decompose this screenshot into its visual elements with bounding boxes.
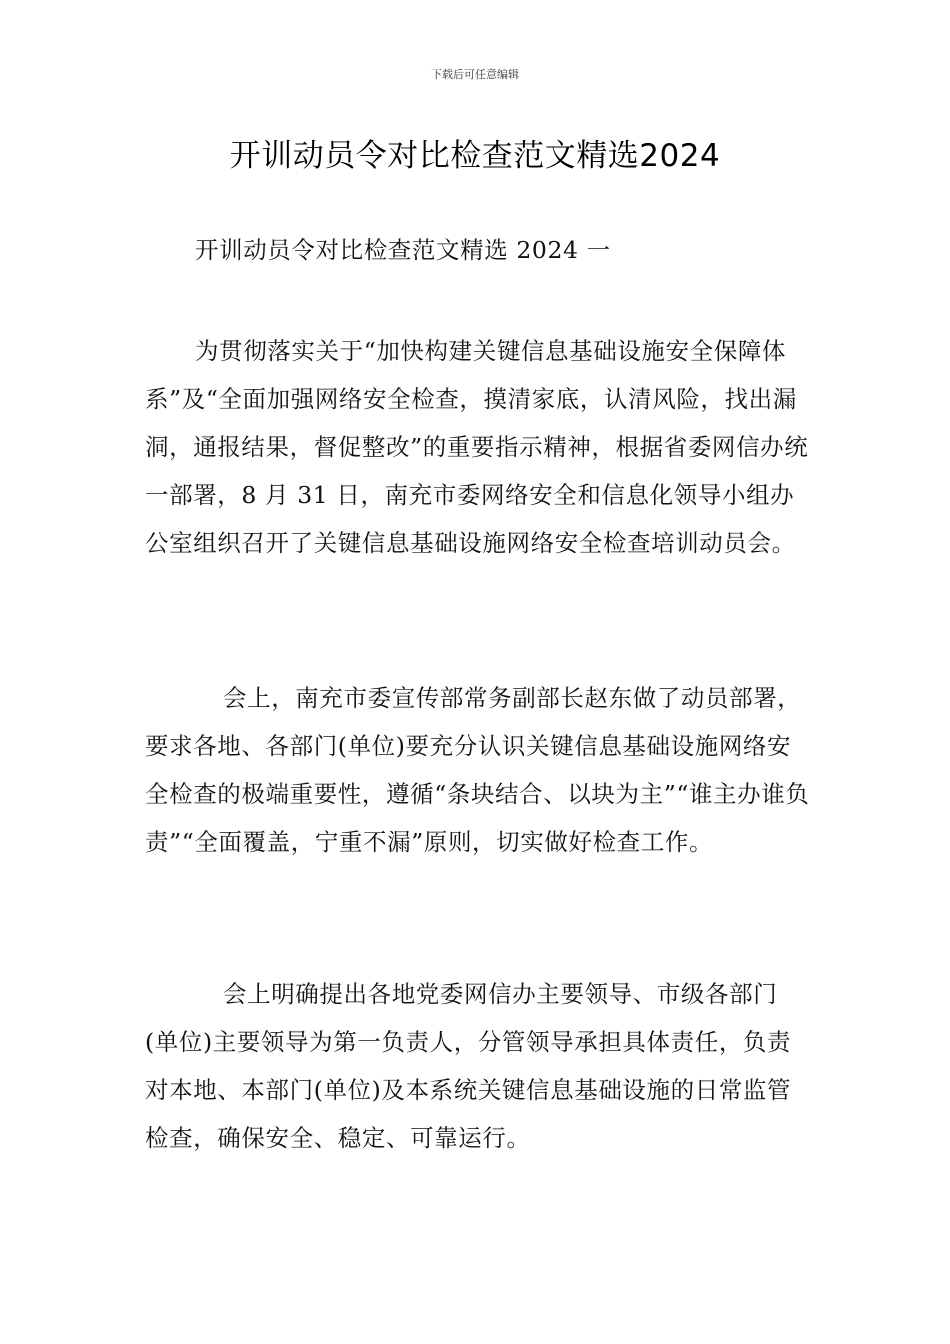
- paragraph-3: 会上明确提出各地党委网信办主要领导、市级各部门(单位)主要领导为第一负责人，分管领导承担具体责任，负责对本地、本部门(单位)及本系统关键信息基础设施的日常监管检查，确保安全、稳定、可靠运行。: [145, 980, 792, 1152]
- paragraph-2: 会上，南充市委宣传部常务副部长赵东做了动员部署，要求各地、各部门(单位)要充分认识关键信息基础设施网络安全检查的极端重要性，遵循“条块结合、以块为主”“谁主办谁负责”“全面覆盖，宁重不漏”原则，切实做好检查工作。: [145, 684, 810, 856]
- document-title: 开训动员令对比检查范文精选2024: [229, 138, 721, 174]
- paragraph-1: 为贯彻落实关于“加快构建关键信息基础设施安全保障体系”及“全面加强网络安全检查，摸清家底，认清风险，找出漏洞，通报结果，督促整改”的重要指示精神，根据省委网信办统一部署，8 月 31 日，南充市委网络安全和信息化领导小组办公室组织召开了关键信息基础设施网络安全检查培训动员会。: [145, 337, 809, 557]
- document-subtitle: 开训动员令对比检查范文精选 2024 一: [195, 236, 611, 264]
- page-header-note: 下载后可任意编辑: [431, 68, 519, 81]
